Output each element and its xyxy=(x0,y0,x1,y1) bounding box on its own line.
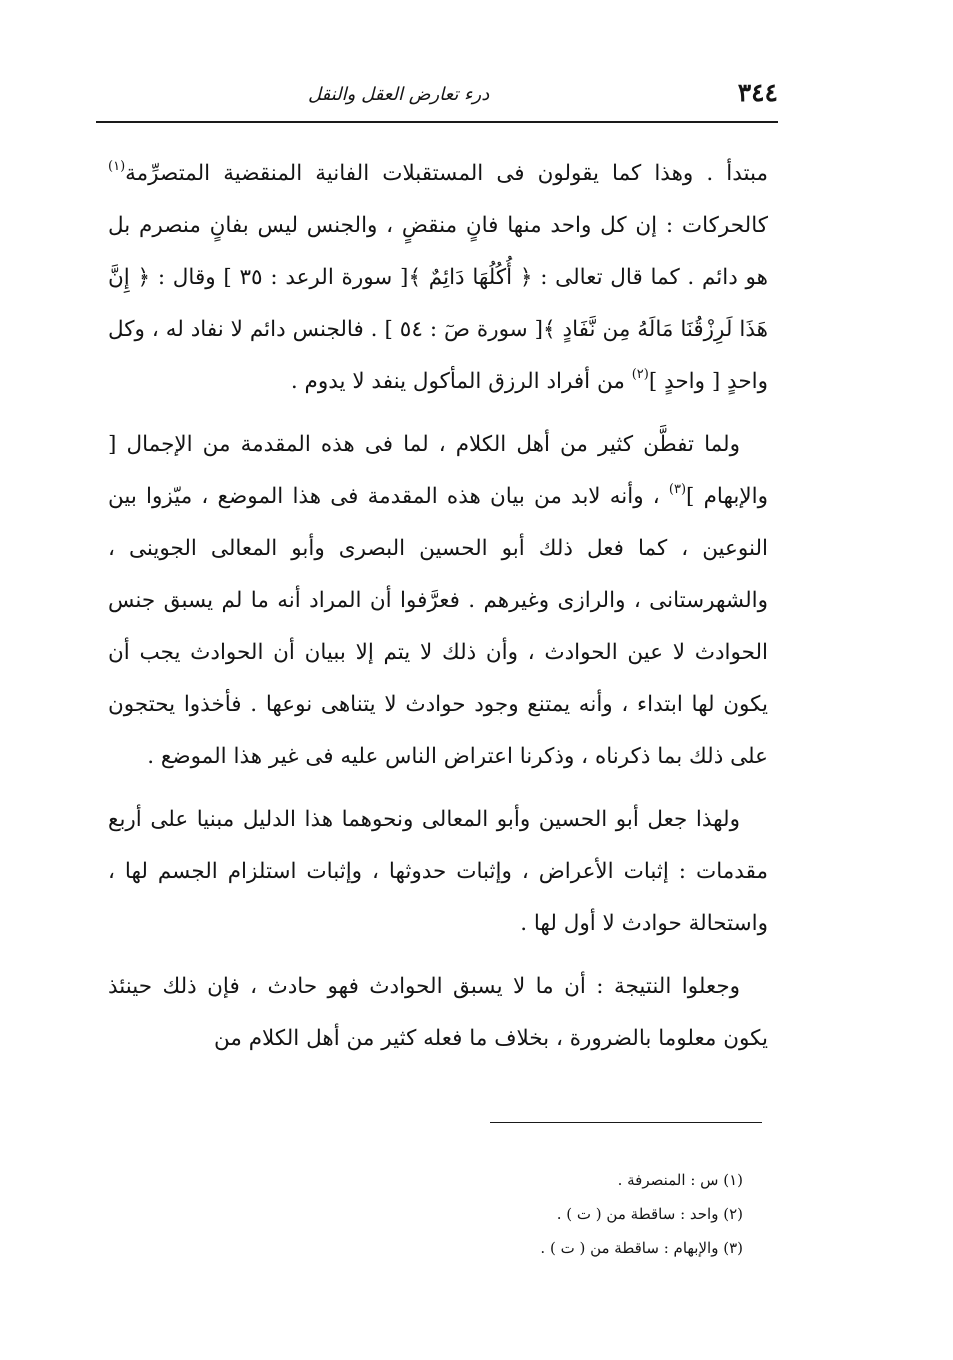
footnote-ref-1: (١) xyxy=(108,159,126,174)
footnotes xyxy=(540,1163,743,1265)
main-text xyxy=(108,148,768,1065)
header-rule xyxy=(96,121,778,123)
footnote-2: (٢) واحد : ساقطة من ( ت ) . xyxy=(556,1205,743,1223)
paragraph-2-text-b: ، وأنه لابد من بيان هذه المقدمة فى هذا الموضع ، ميّزوا بين النوعين ، كما فعل ذلك أبو الحسين البصرى وأبو المعالى الجوينى ، والشهرستانى ، والرازى وغيرهم . فعرَّفوا أن المراد أنه ما لم يسبق جنس الحوادث لا عين الحوادث ، وأن ذلك لا يتم إلا ببيان أن الحوادث يجب أن يكون لها ابتداء ، وأنه يمتنع وجود حوادث لا يتناهى نوعها . فأخذوا يحتجون على ذلك بما ذكرناه ، وذكرنا اعتراض الناس عليه فى غير هذا الموضع . xyxy=(108,484,768,769)
paragraph-1-text-c: من أفراد الرزق المأكول ينفد لا يدوم . xyxy=(290,369,632,394)
paragraph-1 xyxy=(108,148,768,408)
running-title: درء تعارض العقل والنقل xyxy=(308,84,490,105)
page-header xyxy=(96,72,778,118)
footnote-3: (٣) والإبهام : ساقطة من ( ت ) . xyxy=(540,1239,743,1257)
paragraph-2 xyxy=(108,419,768,783)
footnote-ref-2: (٢) xyxy=(631,367,649,382)
footnote-1: (١) س : المنصرفة . xyxy=(617,1171,743,1189)
paragraph-4: وجعلوا النتيجة : أن ما لا يسبق الحوادث فهو حادث ، فإن ذلك حينئذ يكون معلوما بالضرورة ، بخلاف ما فعله كثير من أهل الكلام من xyxy=(108,974,768,1051)
paragraph-2-text-a: ولما تفطَّن كثير من أهل الكلام ، لما فى هذه المقدمة من الإجمال [ والإبهام ] xyxy=(108,432,768,509)
paragraph-3: ولهذا جعل أبو الحسين وأبو المعالى ونحوهما هذا الدليل مبنيا على أربع مقدمات : إثبات الأعراض ، وإثبات حدوثها ، وإثبات استلزام الجسم لها ، واستحالة حوادث لا أول لها . xyxy=(108,807,768,936)
paragraph-1-text-b: كالحركات : إن كل واحد منها فانٍ منقضٍ ، والجنس ليس بفانٍ منصرم بل هو دائم . كما قال تعالى : ﴿ أُكُلُهَا دَائِمٌ ﴾[ سورة الرعد : ٣٥ ] وقال : ﴿ إِنَّ هَذَا لَرِزْقُنَا مَالَهُ مِن نَّفَادٍ ﴾[ سورة صٓ : ٥٤ ] . فالجنس دائم لا نفاد له ، وكل واحدٍ [ واحدٍ ] xyxy=(108,213,769,394)
footnote-separator xyxy=(490,1122,762,1123)
page-number: ٣٤٤ xyxy=(737,78,778,107)
footnote-ref-3: (٣) xyxy=(668,482,687,497)
paragraph-1-text-a: مبتدأ . وهذا كما يقولون فى المستقبلات الفانية المنقضية المتصرِّمة xyxy=(125,161,768,186)
